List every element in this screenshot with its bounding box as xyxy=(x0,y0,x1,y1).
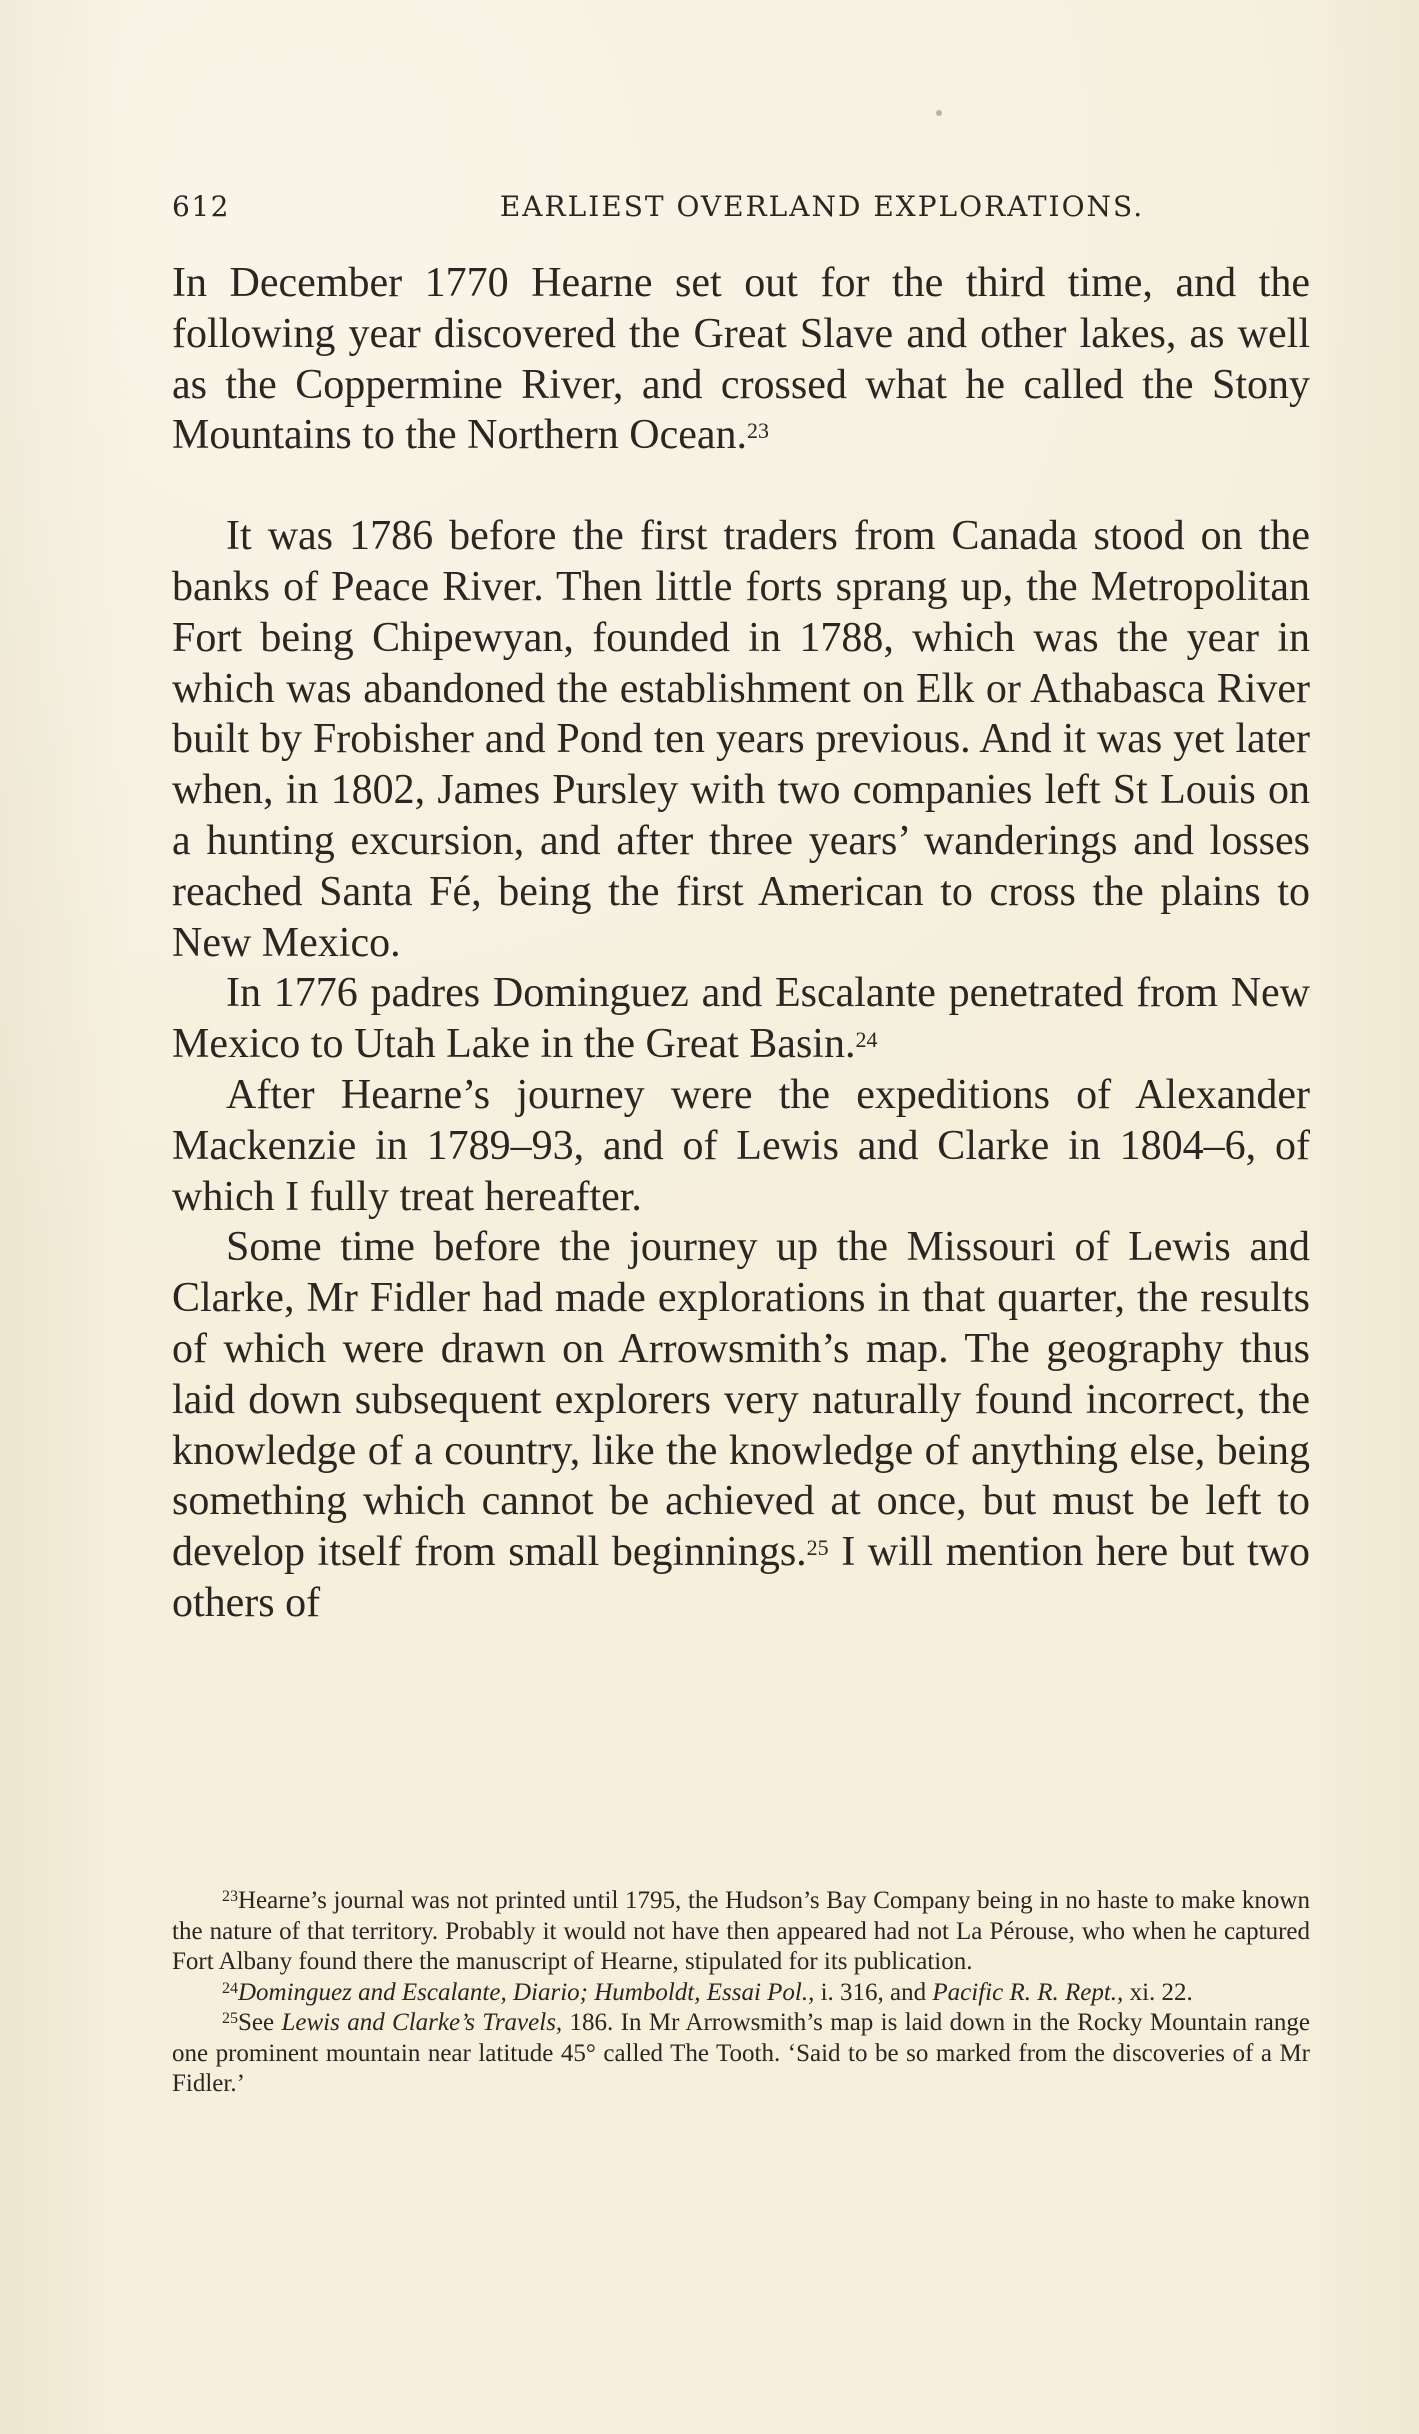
footnote-marker: 23 xyxy=(222,1888,238,1905)
paragraph-hearne-third-journey xyxy=(172,258,1310,461)
source-citation: Dominguez and Escalante, Diario; Humboldt, Essai Pol., xyxy=(238,1978,815,2006)
footnote-marker: 24 xyxy=(222,1979,238,1997)
page-number: 612 xyxy=(172,190,230,223)
paragraph-text: In December 1770 Hearne set out for the third time, and the following year discovered the Great Slave and other lakes, as well as the Coppermine River, and crossed what he called the Stony Mountains to the Northern Ocean. xyxy=(172,260,1310,459)
citation-detail: i. 316, and xyxy=(814,1978,933,2006)
footnote-ref-25: 25 xyxy=(806,1535,829,1561)
footnote-25 xyxy=(172,2008,1310,2100)
paragraph-text: Some time before the journey up the Missouri of Lewis and Clarke, Mr Fidler had made explorations in that quarter, the results of which were drawn on Arrowsmith’s map. The geography thus laid down subsequent explorers very naturally found incorrect, the knowledge of a country, like the knowledge of anything else, being something which cannot be achieved at once, but must be left to develop itself from small beginnings. xyxy=(172,1224,1310,1576)
ink-speck xyxy=(936,110,942,116)
footnote-ref-23: 23 xyxy=(747,418,770,444)
footnotes xyxy=(172,1886,1310,2100)
footnote-text: Hearne’s journal was not printed until 1795, the Hudson’s Bay Company being in no haste to make known the nature of that territory. Probably it would not have then appeared had not La Pérouse, who when he captured Fort Albany found there the manuscript of Hearne, stipulated for its publication. xyxy=(172,1887,1310,1975)
paragraph-text: After Hearne’s journey were the expeditions of Alexander Mackenzie in 1789–93, and of Lewis and Clarke in 1804–6, of which I fully treat hereafter. xyxy=(172,1071,1310,1220)
source-citation: Pacific R. R. Rept., xyxy=(932,1978,1124,2006)
footnote-text: 186. In Mr Arrowsmith’s map is laid down in the Rocky Mountain range one prominent mountain near latitude 45° called The Tooth. ‘Said to be so marked from the discoveries of a Mr Fidler.’ xyxy=(172,2009,1310,2097)
paragraph-text-continued: I will mention here but two others of xyxy=(172,1529,1310,1626)
page-header xyxy=(172,190,1312,230)
paragraph-canadian-traders xyxy=(172,511,1310,968)
footnote-ref-24: 24 xyxy=(855,1027,878,1053)
paragraph-fidler xyxy=(172,1222,1310,1628)
paragraph-mackenzie-lewis-clarke xyxy=(172,1070,1310,1222)
paragraph-dominguez-escalante xyxy=(172,968,1310,1070)
source-citation: Lewis and Clarke’s Travels, xyxy=(281,2009,563,2036)
footnote-24 xyxy=(172,1978,1310,2009)
footnote-see: See xyxy=(238,2009,282,2036)
footnote-23 xyxy=(172,1886,1310,1978)
running-head: EARLIEST OVERLAND EXPLORATIONS. xyxy=(499,190,1145,223)
paragraph-text: In 1776 padres Dominguez and Escalante penetrated from New Mexico to Utah Lake in the Great Basin. xyxy=(172,970,1310,1068)
main-text xyxy=(172,258,1310,1629)
citation-detail: xi. 22. xyxy=(1123,1978,1193,2006)
paragraph-text: It was 1786 before the first traders from Canada stood on the banks of Peace River. Then little forts sprang up, the Metropolitan Fort being Chipewyan, founded in 1788, which was the year in which was abandoned the establishment on Elk or Athabasca River built by Frobisher and Pond ten years previous. And it was yet later when, in 1802, James Pursley with two companies left St Louis on a hunting excursion, and after three years’ wanderings and losses reached Santa Fé, being the first American to cross the plains to New Mexico. xyxy=(172,513,1310,966)
footnote-marker: 25 xyxy=(222,2010,238,2027)
